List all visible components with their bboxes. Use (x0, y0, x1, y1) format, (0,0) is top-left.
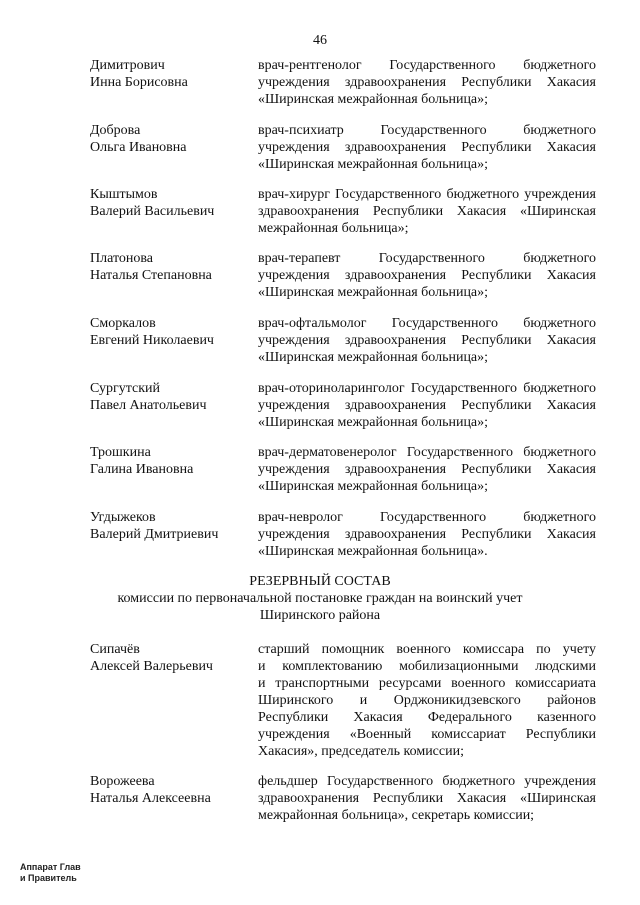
position-line: «Ширинская межрайонная больница»; (258, 157, 489, 172)
position-line: врач-невролог Государственного бюджетного (258, 510, 596, 525)
member-position (258, 380, 596, 431)
position-line: учреждения здравоохранения Республики Хакасия (258, 268, 596, 283)
member-name (90, 315, 250, 349)
position-line: межрайонная больница»; (258, 221, 409, 236)
position-line: учреждения здравоохранения Республики Хакасия (258, 527, 596, 542)
member-name (90, 380, 250, 414)
member-surname: Сипачёв (90, 642, 140, 657)
position-line: врач-психиатр Государственного бюджетного (258, 123, 596, 138)
position-line: Республики Хакасия Федерального казенного (258, 710, 596, 725)
member-position (258, 186, 596, 237)
position-line: фельдшер Государственного бюджетного учреждения (258, 774, 596, 789)
section-heading (0, 573, 640, 624)
member-name (90, 641, 250, 675)
member-given-names: Валерий Дмитриевич (90, 527, 219, 542)
member-position (258, 641, 596, 760)
member-given-names: Инна Борисовна (90, 75, 188, 90)
member-given-names: Ольга Ивановна (90, 140, 187, 155)
member-surname: Ворожеева (90, 774, 155, 789)
position-line: врач-рентгенолог Государственного бюджетного (258, 58, 596, 73)
member-given-names: Галина Ивановна (90, 462, 194, 477)
member-position (258, 509, 596, 560)
position-line: врач-хирург Государственного бюджетного учреждения (258, 187, 596, 202)
position-line: врач-дерматовенеролог Государственного бюджетного (258, 445, 596, 460)
position-line: и комплектованию мобилизационными людскими (258, 659, 596, 674)
position-line: «Ширинская межрайонная больница»; (258, 285, 489, 300)
member-name (90, 250, 250, 284)
position-line: «Ширинская межрайонная больница». (258, 544, 488, 559)
member-position (258, 315, 596, 366)
member-given-names: Павел Анатольевич (90, 398, 207, 413)
position-line: учреждения здравоохранения Республики Хакасия (258, 398, 596, 413)
position-line: учреждения здравоохранения Республики Хакасия (258, 333, 596, 348)
member-name (90, 444, 250, 478)
footer-stamp (20, 862, 81, 884)
member-name (90, 186, 250, 220)
member-surname: Платонова (90, 251, 154, 266)
member-name (90, 773, 250, 807)
member-surname: Сургутский (90, 381, 161, 396)
member-position (258, 57, 596, 108)
member-name (90, 57, 250, 91)
member-position (258, 444, 596, 495)
section-subtitle: комиссии по первоначальной постановке граждан на воинский учет (117, 591, 523, 606)
member-position (258, 122, 596, 173)
position-line: учреждения здравоохранения Республики Хакасия (258, 462, 596, 477)
member-given-names: Евгений Николаевич (90, 333, 214, 348)
position-line: врач-терапевт Государственного бюджетного (258, 251, 596, 266)
member-surname: Сморкалов (90, 316, 156, 331)
position-line: межрайонная больница», секретарь комиссии; (258, 808, 535, 823)
footer-stamp-line: Аппарат Глав (20, 862, 81, 872)
position-line: «Ширинская межрайонная больница»; (258, 415, 489, 430)
member-surname: Димитрович (90, 58, 165, 73)
member-surname: Доброва (90, 123, 141, 138)
member-name (90, 509, 250, 543)
footer-stamp-line: и Правитель (20, 873, 77, 883)
member-given-names: Алексей Валерьевич (90, 659, 213, 674)
position-line: «Ширинская межрайонная больница»; (258, 479, 489, 494)
position-line: «Ширинская межрайонная больница»; (258, 92, 489, 107)
member-given-names: Наталья Степановна (90, 268, 212, 283)
member-given-names: Валерий Васильевич (90, 204, 215, 219)
page-number: 46 (313, 33, 327, 48)
member-given-names: Наталья Алексеевна (90, 791, 211, 806)
position-line: «Ширинская межрайонная больница»; (258, 350, 489, 365)
position-line: врач-офтальмолог Государственного бюджетного (258, 316, 596, 331)
member-position (258, 250, 596, 301)
position-line: врач-оториноларинголог Государственного бюджетного (258, 381, 596, 396)
member-position (258, 773, 596, 824)
member-surname: Трошкина (90, 445, 151, 460)
position-line: Ширинского и Орджоникидзевского районов (258, 693, 596, 708)
member-surname: Кыштымов (90, 187, 158, 202)
position-line: учреждения «Военный комиссариат Республики (258, 727, 596, 742)
position-line: учреждения здравоохранения Республики Хакасия (258, 75, 596, 90)
position-line: и транспортными ресурсами военного комиссариата (258, 676, 596, 691)
position-line: старший помощник военного комиссара по учету (258, 642, 596, 657)
position-line: здравоохранения Республики Хакасия «Ширинская (258, 791, 596, 806)
member-name (90, 122, 250, 156)
position-line: Хакасия», председатель комиссии; (258, 744, 464, 759)
position-line: здравоохранения Республики Хакасия «Ширинская (258, 204, 596, 219)
section-title: РЕЗЕРВНЫЙ СОСТАВ (249, 574, 391, 589)
member-surname: Угдыжеков (90, 510, 156, 525)
section-subtitle: Ширинского района (259, 608, 381, 623)
position-line: учреждения здравоохранения Республики Хакасия (258, 140, 596, 155)
